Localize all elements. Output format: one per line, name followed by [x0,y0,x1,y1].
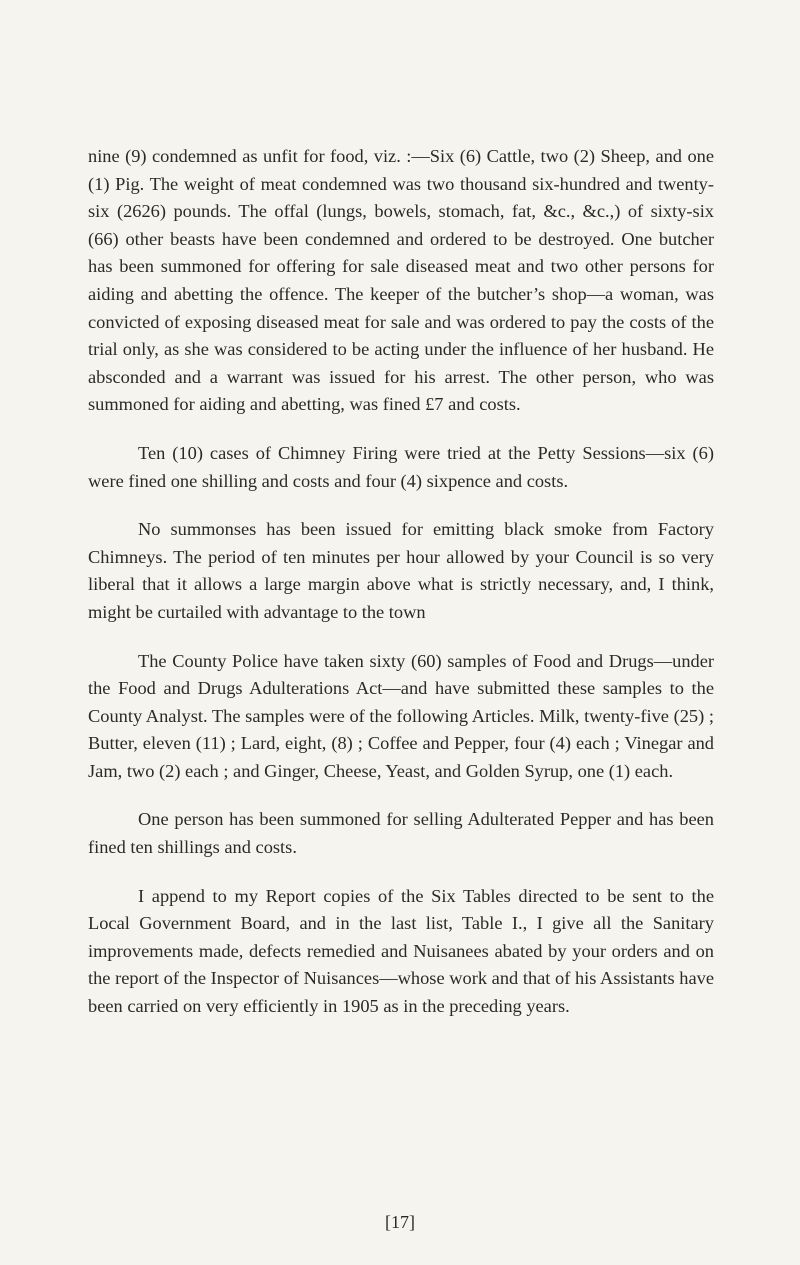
paragraph-meat-condemned: nine (9) condemned as unfit for food, viz. :—Six (6) Cattle, two (2) Sheep, and one (1) Pig. The weight of meat condemned was two thousand six-hundred and twenty-six (2626) pounds. The offal (lungs, bowels, stomach, fat, &c., &c.,) of sixty-six (66) other beasts have been condemned and ordered to be destroyed. One butcher has been summoned for offering for sale diseased meat and two other persons for aiding and abetting the offence. The keeper of the butcher’s shop—a woman, was convicted of exposing diseased meat for sale and was ordered to pay the costs of the trial only, as she was considered to be acting under the influence of her husband. He absconded and a warrant was issued for his arrest. The other person, who was summoned for aiding and abetting, was fined £7 and costs. [88,146,714,415]
paragraph-gap [88,419,714,440]
page-body [88,143,714,1021]
paragraph-adulterated-pepper: One person has been summoned for selling Adulterated Pepper and has been fined ten shillings and costs. [88,809,714,858]
paragraph-gap [88,495,714,516]
page-number: [17] [385,1212,415,1232]
paragraph-food-samples: The County Police have taken sixty (60) samples of Food and Drugs—under the Food and Drugs Adulterations Act—and have submitted these samples to the County Analyst. The samples were of the following Articles. Milk, twenty-five (25) ; Butter, eleven (11) ; Lard, eight, (8) ; Coffee and Pepper, four (4) each ; Vinegar and Jam, two (2) each ; and Ginger, Cheese, Yeast, and Golden Syrup, one (1) each. [88,650,714,781]
paragraph-black-smoke: No summonses has been issued for emitting black smoke from Factory Chimneys. The period of ten minutes per hour allowed by your Council is so very liberal that it allows a large margin above what is strictly necessary, and, I think, might be curtailed with advantage to the town [88,519,714,622]
paragraph-gap [88,785,714,806]
paragraph-chimney-firing: Ten (10) cases of Chimney Firing were tried at the Petty Sessions—six (6) were fined one shilling and costs and four (4) sixpence and costs. [88,442,714,491]
paragraph-gap [88,627,714,648]
paragraph-tables-appended: I append to my Report copies of the Six Tables directed to be sent to the Local Government Board, and in the last list, Table I., I give all the Sanitary improvements made, defects remedied and Nuisanees abated by your orders and on the report of the Inspector of Nuisances—whose work and that of his Assistants have been carried on very efficiently in 1905 as in the preceding years. [88,885,714,1017]
paragraph-gap [88,862,714,883]
